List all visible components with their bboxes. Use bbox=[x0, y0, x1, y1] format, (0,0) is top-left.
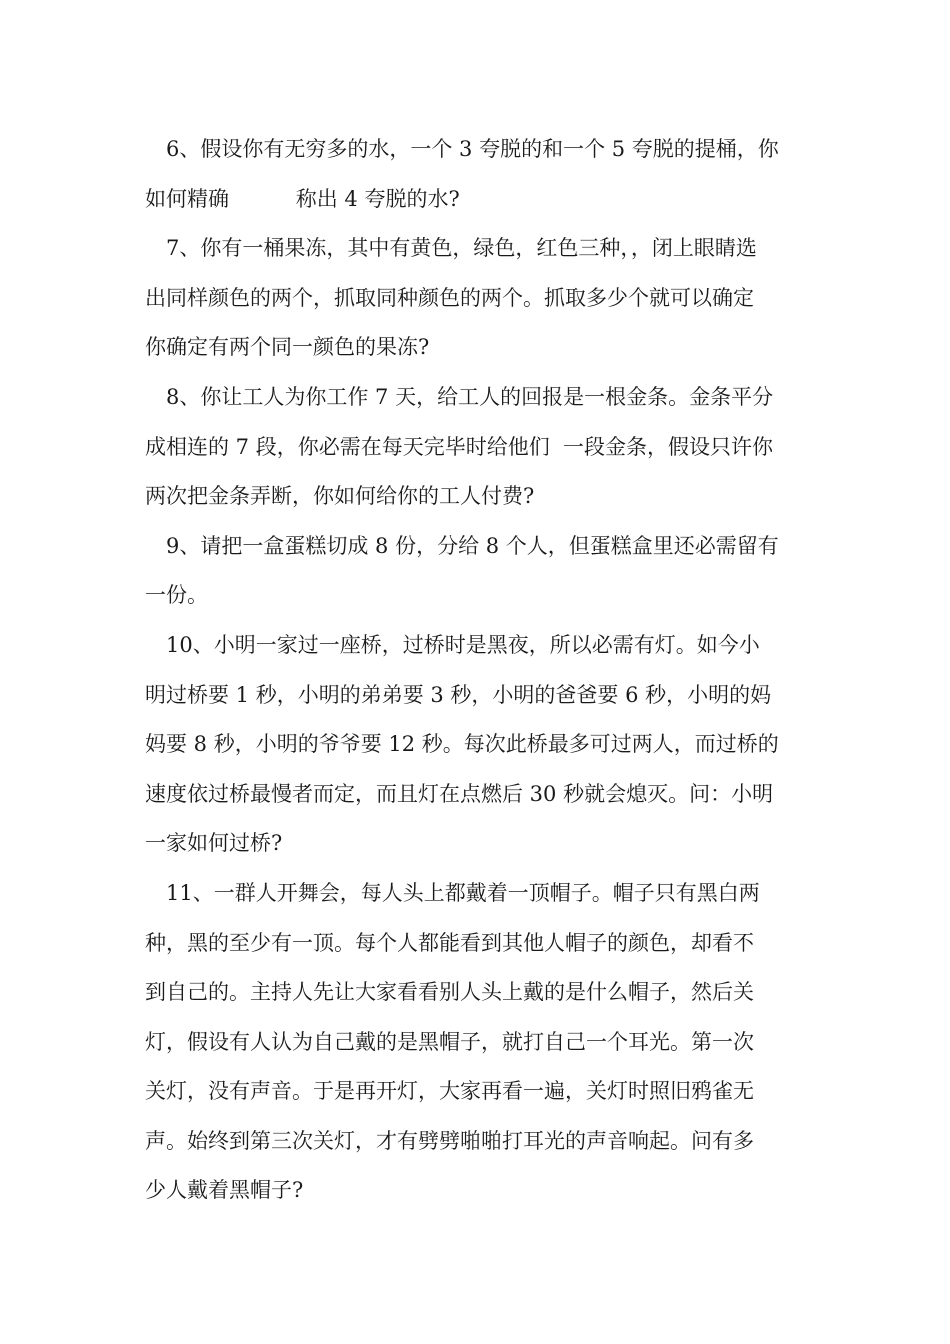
question-9-line-1: 9、请把一盒蛋糕切成 8 份，分给 8 个人，但蛋糕盒里还必需留有 bbox=[166, 533, 779, 558]
question-10-line-2: 明过桥要 1 秒，小明的弟弟要 3 秒，小明的爸爸要 6 秒，小明的妈 bbox=[145, 682, 772, 707]
question-10-line-5: 一家如何过桥? bbox=[145, 831, 283, 856]
question-11-line-1: 11、一群人开舞会，每人头上都戴着一顶帽子。帽子只有黑白两 bbox=[166, 880, 760, 905]
question-8-line-2: 成相连的 7 段，你必需在每天完毕时给他们 一段金条，假设只许你 bbox=[145, 434, 774, 459]
question-11-line-5: 关灯，没有声音。于是再开灯，大家再看一遍，关灯时照旧鸦雀无 bbox=[145, 1079, 754, 1104]
question-11 bbox=[145, 869, 805, 1216]
question-10-line-1: 10、小明一家过一座桥，过桥时是黑夜，所以必需有灯。如今小 bbox=[166, 632, 760, 657]
document-body bbox=[145, 125, 805, 1216]
question-7-line-2: 出同样颜色的两个，抓取同种颜色的两个。抓取多少个就可以确定 bbox=[145, 285, 754, 310]
question-11-line-6: 声。始终到第三次关灯，才有劈劈啪啪打耳光的声音响起。问有多 bbox=[145, 1128, 754, 1153]
question-8-line-3: 两次把金条弄断，你如何给你的工人付费? bbox=[145, 484, 535, 509]
question-6 bbox=[145, 125, 805, 224]
question-8 bbox=[145, 373, 805, 522]
question-6-line-1: 6、假设你有无穷多的水，一个 3 夸脱的和一个 5 夸脱的提桶，你 bbox=[166, 137, 779, 161]
question-8-line-1: 8、你让工人为你工作 7 天，给工人的回报是一根金条。金条平分 bbox=[166, 384, 774, 409]
question-6-line-2: 如何精确 称出 4 夸脱的水? bbox=[145, 186, 460, 211]
question-11-line-3: 到自己的。主持人先让大家看看别人头上戴的是什么帽子，然后关 bbox=[145, 980, 754, 1005]
question-11-line-2: 种，黑的至少有一顶。每个人都能看到其他人帽子的颜色，却看不 bbox=[145, 930, 754, 955]
question-7 bbox=[145, 224, 805, 373]
question-11-line-7: 少人戴着黑帽子? bbox=[145, 1178, 304, 1203]
question-11-line-4: 灯，假设有人认为自己戴的是黑帽子，就打自己一个耳光。第一次 bbox=[145, 1029, 754, 1054]
question-10 bbox=[145, 621, 805, 869]
question-7-line-3: 你确定有两个同一颜色的果冻? bbox=[145, 335, 430, 360]
question-9 bbox=[145, 522, 805, 621]
question-9-line-2: 一份。 bbox=[145, 583, 208, 608]
question-10-line-4: 速度依过桥最慢者而定，而且灯在点燃后 30 秒就会熄灭。问：小明 bbox=[145, 781, 774, 806]
question-7-line-1: 7、你有一桶果冻，其中有黄色，绿色，红色三种，，闭上眼睛选 bbox=[166, 236, 757, 261]
question-10-line-3: 妈要 8 秒，小明的爷爷要 12 秒。每次此桥最多可过两人，而过桥的 bbox=[145, 732, 779, 757]
